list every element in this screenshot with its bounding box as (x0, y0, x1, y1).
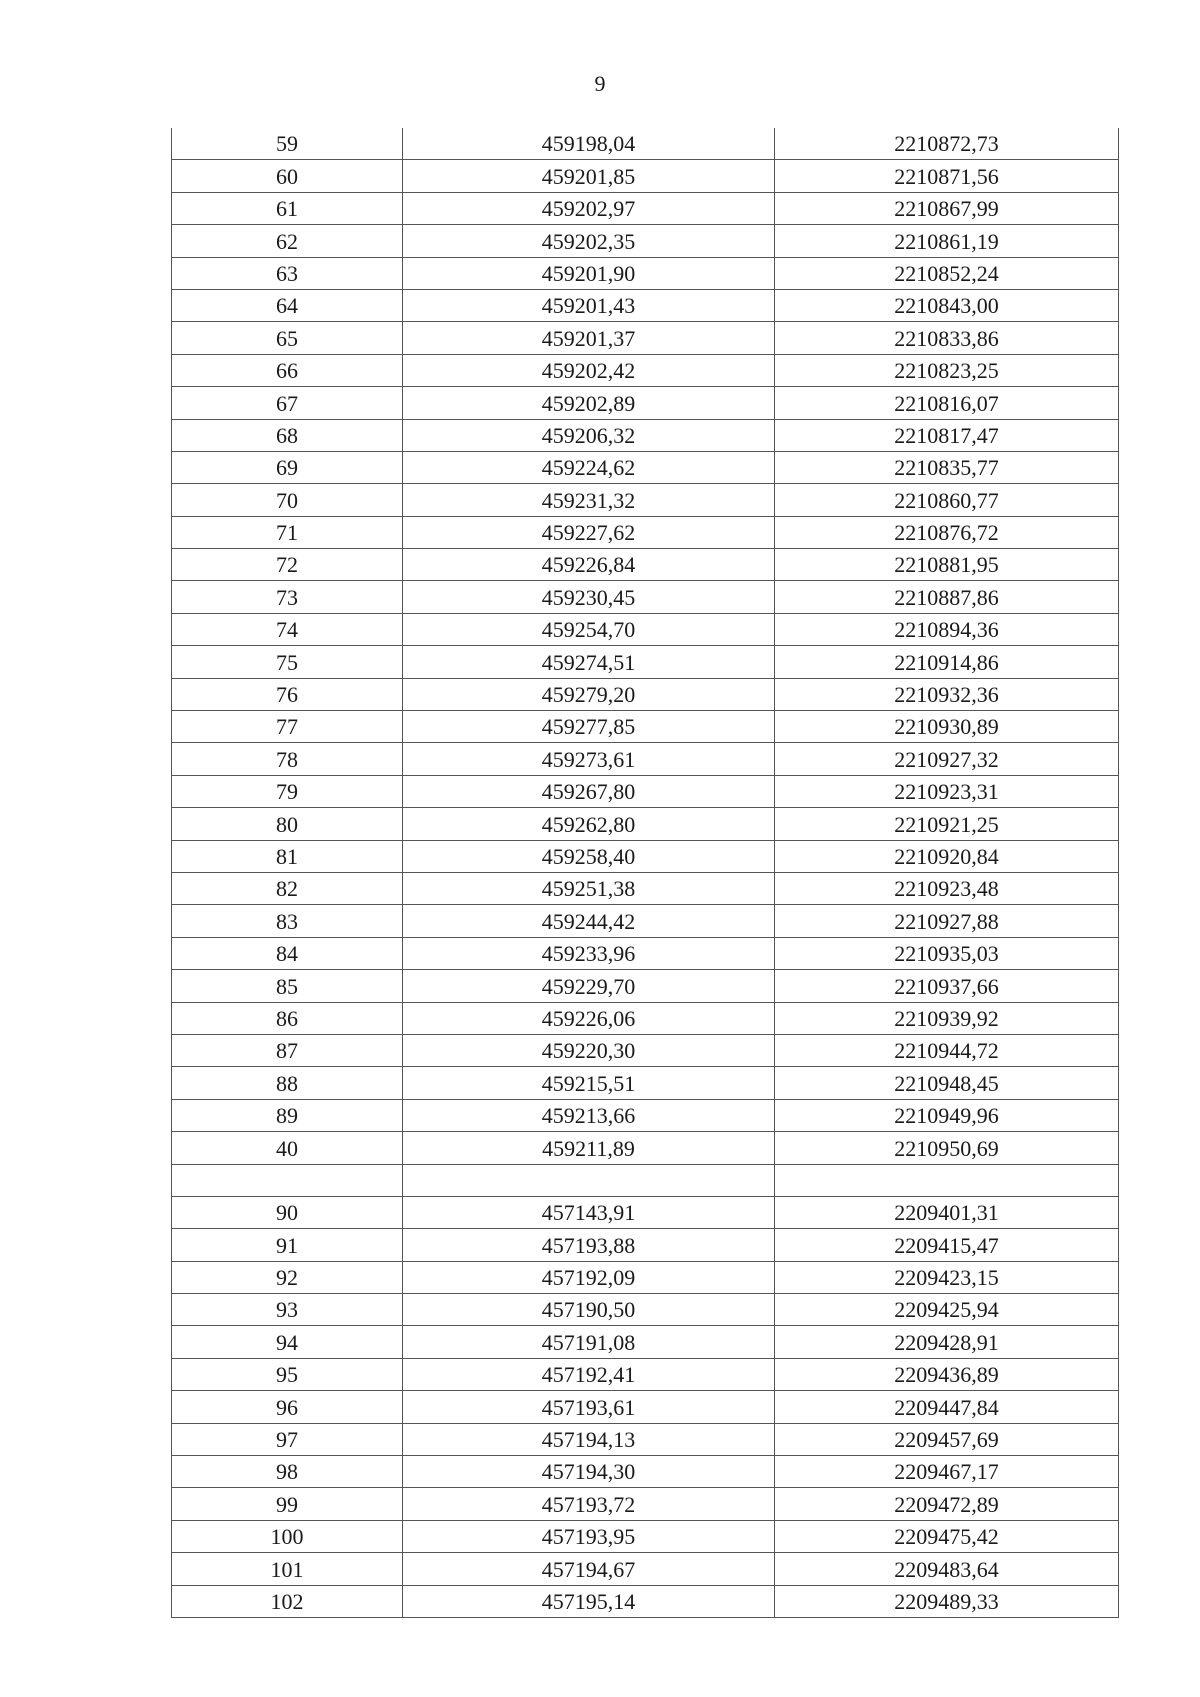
x-coordinate-cell: 459220,30 (403, 1034, 775, 1066)
table-row (172, 937, 1119, 969)
x-coordinate-cell: 457195,14 (403, 1585, 775, 1617)
table-row (172, 970, 1119, 1002)
table-row (172, 1391, 1119, 1423)
point-number-cell: 90 (172, 1196, 403, 1228)
point-number-cell: 65 (172, 322, 403, 354)
point-number-cell: 87 (172, 1034, 403, 1066)
y-coordinate-cell: 2210937,66 (775, 970, 1119, 1002)
y-coordinate-cell: 2210833,86 (775, 322, 1119, 354)
y-coordinate-cell: 2210948,45 (775, 1067, 1119, 1099)
y-coordinate-cell: 2210914,86 (775, 646, 1119, 678)
table-row (172, 743, 1119, 775)
x-coordinate-cell: 459226,84 (403, 549, 775, 581)
x-coordinate-cell: 459227,62 (403, 516, 775, 548)
table-row (172, 808, 1119, 840)
y-coordinate-cell: 2210823,25 (775, 354, 1119, 386)
point-number-cell (172, 1164, 403, 1196)
table-row (172, 905, 1119, 937)
table-row (172, 646, 1119, 678)
point-number-cell: 83 (172, 905, 403, 937)
x-coordinate-cell: 459215,51 (403, 1067, 775, 1099)
point-number-cell: 100 (172, 1520, 403, 1552)
y-coordinate-cell (775, 1164, 1119, 1196)
x-coordinate-cell: 459201,43 (403, 289, 775, 321)
table-row (172, 419, 1119, 451)
x-coordinate-cell: 457143,91 (403, 1196, 775, 1228)
point-number-cell: 79 (172, 775, 403, 807)
x-coordinate-cell (403, 1164, 775, 1196)
point-number-cell: 82 (172, 872, 403, 904)
table-row (172, 678, 1119, 710)
x-coordinate-cell: 457190,50 (403, 1294, 775, 1326)
x-coordinate-cell: 459198,04 (403, 128, 775, 160)
table-row (172, 1164, 1119, 1196)
page-number: 9 (594, 71, 606, 96)
point-number-cell: 64 (172, 289, 403, 321)
x-coordinate-cell: 459258,40 (403, 840, 775, 872)
x-coordinate-cell: 459201,90 (403, 257, 775, 289)
y-coordinate-cell: 2209472,89 (775, 1488, 1119, 1520)
table-row (172, 1294, 1119, 1326)
y-coordinate-cell: 2209475,42 (775, 1520, 1119, 1552)
x-coordinate-cell: 457192,41 (403, 1358, 775, 1390)
coordinates-table (171, 128, 1119, 1618)
x-coordinate-cell: 457193,88 (403, 1229, 775, 1261)
x-coordinate-cell: 459277,85 (403, 711, 775, 743)
point-number-cell: 77 (172, 711, 403, 743)
y-coordinate-cell: 2209489,33 (775, 1585, 1119, 1617)
table-row (172, 872, 1119, 904)
point-number-cell: 74 (172, 613, 403, 645)
point-number-cell: 68 (172, 419, 403, 451)
y-coordinate-cell: 2210816,07 (775, 387, 1119, 419)
table-row (172, 711, 1119, 743)
y-coordinate-cell: 2210871,56 (775, 160, 1119, 192)
point-number-cell: 85 (172, 970, 403, 1002)
table-row (172, 1196, 1119, 1228)
x-coordinate-cell: 459273,61 (403, 743, 775, 775)
table-row (172, 840, 1119, 872)
coordinates-table-body (172, 128, 1119, 1617)
point-number-cell: 72 (172, 549, 403, 581)
x-coordinate-cell: 459251,38 (403, 872, 775, 904)
point-number-cell: 40 (172, 1132, 403, 1164)
table-row (172, 484, 1119, 516)
y-coordinate-cell: 2210944,72 (775, 1034, 1119, 1066)
point-number-cell: 67 (172, 387, 403, 419)
y-coordinate-cell: 2209401,31 (775, 1196, 1119, 1228)
table-row (172, 516, 1119, 548)
table-row (172, 257, 1119, 289)
y-coordinate-cell: 2210923,48 (775, 872, 1119, 904)
table-row (172, 1326, 1119, 1358)
point-number-cell: 81 (172, 840, 403, 872)
y-coordinate-cell: 2210861,19 (775, 225, 1119, 257)
point-number-cell: 98 (172, 1456, 403, 1488)
x-coordinate-cell: 457193,95 (403, 1520, 775, 1552)
y-coordinate-cell: 2210939,92 (775, 1002, 1119, 1034)
point-number-cell: 78 (172, 743, 403, 775)
y-coordinate-cell: 2210894,36 (775, 613, 1119, 645)
x-coordinate-cell: 459213,66 (403, 1099, 775, 1131)
table-row (172, 451, 1119, 483)
y-coordinate-cell: 2209447,84 (775, 1391, 1119, 1423)
x-coordinate-cell: 459211,89 (403, 1132, 775, 1164)
table-row (172, 549, 1119, 581)
x-coordinate-cell: 459231,32 (403, 484, 775, 516)
point-number-cell: 60 (172, 160, 403, 192)
y-coordinate-cell: 2210860,77 (775, 484, 1119, 516)
x-coordinate-cell: 459202,97 (403, 192, 775, 224)
x-coordinate-cell: 459202,35 (403, 225, 775, 257)
x-coordinate-cell: 457191,08 (403, 1326, 775, 1358)
x-coordinate-cell: 459201,85 (403, 160, 775, 192)
point-number-cell: 59 (172, 128, 403, 160)
point-number-cell: 92 (172, 1261, 403, 1293)
x-coordinate-cell: 457194,67 (403, 1553, 775, 1585)
point-number-cell: 95 (172, 1358, 403, 1390)
table-row (172, 1520, 1119, 1552)
x-coordinate-cell: 459262,80 (403, 808, 775, 840)
point-number-cell: 61 (172, 192, 403, 224)
y-coordinate-cell: 2210923,31 (775, 775, 1119, 807)
table-row (172, 1229, 1119, 1261)
table-row (172, 1488, 1119, 1520)
x-coordinate-cell: 459201,37 (403, 322, 775, 354)
point-number-cell: 96 (172, 1391, 403, 1423)
x-coordinate-cell: 459230,45 (403, 581, 775, 613)
x-coordinate-cell: 457194,30 (403, 1456, 775, 1488)
x-coordinate-cell: 459202,42 (403, 354, 775, 386)
table-row (172, 1585, 1119, 1617)
point-number-cell: 97 (172, 1423, 403, 1455)
y-coordinate-cell: 2210817,47 (775, 419, 1119, 451)
point-number-cell: 86 (172, 1002, 403, 1034)
table-row (172, 225, 1119, 257)
x-coordinate-cell: 459226,06 (403, 1002, 775, 1034)
point-number-cell: 88 (172, 1067, 403, 1099)
table-row (172, 581, 1119, 613)
y-coordinate-cell: 2210867,99 (775, 192, 1119, 224)
point-number-cell: 69 (172, 451, 403, 483)
x-coordinate-cell: 457193,72 (403, 1488, 775, 1520)
point-number-cell: 62 (172, 225, 403, 257)
x-coordinate-cell: 459274,51 (403, 646, 775, 678)
y-coordinate-cell: 2210950,69 (775, 1132, 1119, 1164)
table-row (172, 192, 1119, 224)
y-coordinate-cell: 2210921,25 (775, 808, 1119, 840)
x-coordinate-cell: 459233,96 (403, 937, 775, 969)
y-coordinate-cell: 2209428,91 (775, 1326, 1119, 1358)
y-coordinate-cell: 2210930,89 (775, 711, 1119, 743)
point-number-cell: 99 (172, 1488, 403, 1520)
point-number-cell: 75 (172, 646, 403, 678)
x-coordinate-cell: 457194,13 (403, 1423, 775, 1455)
point-number-cell: 73 (172, 581, 403, 613)
point-number-cell: 84 (172, 937, 403, 969)
point-number-cell: 76 (172, 678, 403, 710)
y-coordinate-cell: 2209457,69 (775, 1423, 1119, 1455)
y-coordinate-cell: 2209483,64 (775, 1553, 1119, 1585)
point-number-cell: 91 (172, 1229, 403, 1261)
x-coordinate-cell: 459254,70 (403, 613, 775, 645)
table-row (172, 1423, 1119, 1455)
table-row (172, 1067, 1119, 1099)
point-number-cell: 89 (172, 1099, 403, 1131)
y-coordinate-cell: 2210935,03 (775, 937, 1119, 969)
x-coordinate-cell: 457192,09 (403, 1261, 775, 1293)
x-coordinate-cell: 459206,32 (403, 419, 775, 451)
y-coordinate-cell: 2209425,94 (775, 1294, 1119, 1326)
x-coordinate-cell: 459279,20 (403, 678, 775, 710)
table-row (172, 1099, 1119, 1131)
y-coordinate-cell: 2210852,24 (775, 257, 1119, 289)
table-row (172, 1553, 1119, 1585)
table-row (172, 387, 1119, 419)
y-coordinate-cell: 2210920,84 (775, 840, 1119, 872)
y-coordinate-cell: 2209415,47 (775, 1229, 1119, 1261)
y-coordinate-cell: 2210872,73 (775, 128, 1119, 160)
table-row (172, 354, 1119, 386)
point-number-cell: 94 (172, 1326, 403, 1358)
y-coordinate-cell: 2210927,88 (775, 905, 1119, 937)
table-row (172, 1261, 1119, 1293)
y-coordinate-cell: 2209436,89 (775, 1358, 1119, 1390)
table-row (172, 128, 1119, 160)
table-row (172, 1132, 1119, 1164)
y-coordinate-cell: 2210887,86 (775, 581, 1119, 613)
y-coordinate-cell: 2209423,15 (775, 1261, 1119, 1293)
point-number-cell: 80 (172, 808, 403, 840)
table-row (172, 1358, 1119, 1390)
x-coordinate-cell: 459229,70 (403, 970, 775, 1002)
point-number-cell: 102 (172, 1585, 403, 1617)
y-coordinate-cell: 2210876,72 (775, 516, 1119, 548)
point-number-cell: 101 (172, 1553, 403, 1585)
x-coordinate-cell: 459224,62 (403, 451, 775, 483)
table-row (172, 775, 1119, 807)
point-number-cell: 70 (172, 484, 403, 516)
table-row (172, 1034, 1119, 1066)
y-coordinate-cell: 2210843,00 (775, 289, 1119, 321)
point-number-cell: 66 (172, 354, 403, 386)
point-number-cell: 63 (172, 257, 403, 289)
x-coordinate-cell: 459244,42 (403, 905, 775, 937)
x-coordinate-cell: 459202,89 (403, 387, 775, 419)
table-row (172, 160, 1119, 192)
y-coordinate-cell: 2210881,95 (775, 549, 1119, 581)
table-row (172, 1002, 1119, 1034)
y-coordinate-cell: 2210927,32 (775, 743, 1119, 775)
x-coordinate-cell: 459267,80 (403, 775, 775, 807)
table-row (172, 322, 1119, 354)
table-row (172, 613, 1119, 645)
x-coordinate-cell: 457193,61 (403, 1391, 775, 1423)
table-row (172, 1456, 1119, 1488)
point-number-cell: 71 (172, 516, 403, 548)
point-number-cell: 93 (172, 1294, 403, 1326)
y-coordinate-cell: 2210835,77 (775, 451, 1119, 483)
y-coordinate-cell: 2210932,36 (775, 678, 1119, 710)
table-row (172, 289, 1119, 321)
y-coordinate-cell: 2209467,17 (775, 1456, 1119, 1488)
y-coordinate-cell: 2210949,96 (775, 1099, 1119, 1131)
